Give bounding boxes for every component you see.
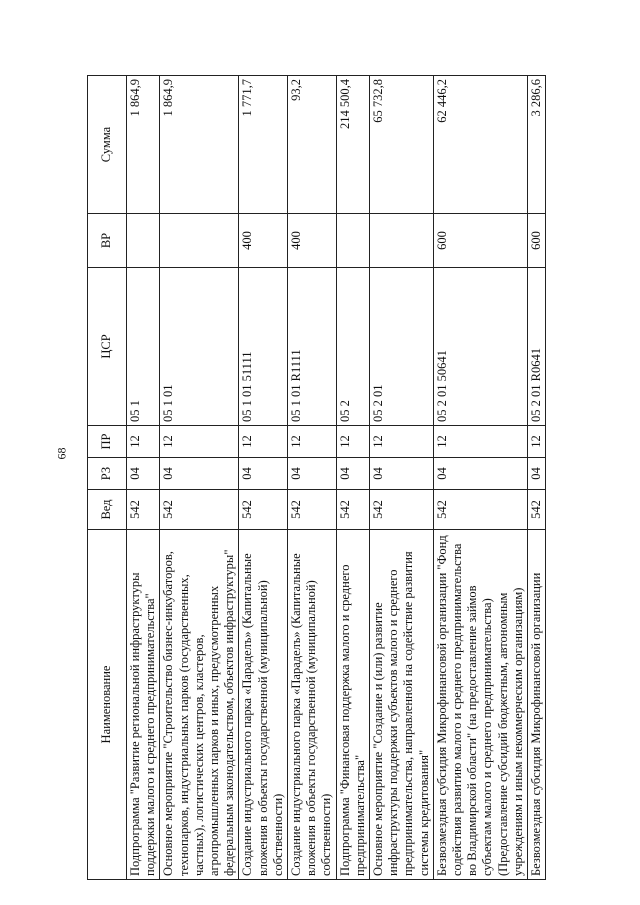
row-pr: 12 <box>127 426 160 458</box>
table-header-row <box>88 76 127 880</box>
table-row <box>370 76 434 880</box>
row-ved: 542 <box>239 490 288 530</box>
row-vr: 400 <box>239 214 288 268</box>
row-sum: 3 286,6 <box>528 76 546 214</box>
row-name: Подпрограмма "Развитие региональной инфраструктуры поддержки малого и среднего предпринимательства" <box>127 530 160 880</box>
header-ved: Вед <box>88 490 127 530</box>
row-vr <box>370 214 434 268</box>
row-rz: 04 <box>239 458 288 490</box>
row-ved: 542 <box>127 490 160 530</box>
row-vr <box>160 214 239 268</box>
row-sum: 93,2 <box>288 76 337 214</box>
row-rz: 04 <box>336 458 369 490</box>
row-sum: 65 732,8 <box>370 76 434 214</box>
row-csr: 05 2 01 50641 <box>433 268 527 426</box>
header-sum: Сумма <box>88 76 127 214</box>
row-vr: 600 <box>433 214 527 268</box>
row-rz: 04 <box>160 458 239 490</box>
row-name: Безвозмездная субсидия Микрофинансовой организации <box>528 530 546 880</box>
row-pr: 12 <box>160 426 239 458</box>
table-row <box>127 76 160 880</box>
row-csr: 05 1 01 <box>160 268 239 426</box>
header-vr: ВР <box>88 214 127 268</box>
row-vr: 400 <box>288 214 337 268</box>
row-pr: 12 <box>528 426 546 458</box>
row-csr: 05 2 <box>336 268 369 426</box>
row-csr: 05 1 01 51111 <box>239 268 288 426</box>
rotated-page <box>87 76 614 880</box>
row-csr: 05 2 01 R0641 <box>528 268 546 426</box>
row-pr: 12 <box>433 426 527 458</box>
row-pr: 12 <box>370 426 434 458</box>
table-row <box>433 76 527 880</box>
budget-table <box>87 75 546 880</box>
row-ved: 542 <box>433 490 527 530</box>
page-number: 68 <box>54 447 69 460</box>
row-vr <box>336 214 369 268</box>
row-vr <box>127 214 160 268</box>
row-csr: 05 2 01 <box>370 268 434 426</box>
header-rz: РЗ <box>88 458 127 490</box>
row-rz: 04 <box>528 458 546 490</box>
table-row <box>336 76 369 880</box>
row-pr: 12 <box>288 426 337 458</box>
row-sum: 62 446,2 <box>433 76 527 214</box>
row-name: Основное мероприятие "Создание и (или) развитие инфраструктуры поддержки субъектов малого и среднего предпринимательства, направленной на содействие развития системы кредитования" <box>370 530 434 880</box>
row-sum: 1 864,9 <box>127 76 160 214</box>
table-row <box>239 76 288 880</box>
row-ved: 542 <box>336 490 369 530</box>
table-row <box>160 76 239 880</box>
row-rz: 04 <box>288 458 337 490</box>
row-name: Безвозмездная субсидия Микрофинансовой организации "Фонд содействия развитию малого и среднего предпринимательства во Владимирской области" (на предоставление займов субъектам малого и среднего предпринимательства) (Предоставление субсидий бюджетным, автономным учреждениям и иным некоммерческим организациям) <box>433 530 527 880</box>
row-rz: 04 <box>127 458 160 490</box>
row-name: Создание индустриального парка «Параделъ» (Капитальные вложения в объекты государственной (муниципальной) собственности) <box>288 530 337 880</box>
row-name: Создание индустриального парка «Параделъ» (Капитальные вложения в объекты государственной (муниципальной) собственности) <box>239 530 288 880</box>
header-name: Наименование <box>88 530 127 880</box>
table-row <box>528 76 546 880</box>
row-pr: 12 <box>239 426 288 458</box>
row-rz: 04 <box>370 458 434 490</box>
header-csr: ЦСР <box>88 268 127 426</box>
row-ved: 542 <box>528 490 546 530</box>
row-sum: 1 864,9 <box>160 76 239 214</box>
header-pr: ПР <box>88 426 127 458</box>
row-pr: 12 <box>336 426 369 458</box>
row-name: Основное мероприятие "Строительство бизнес-инкубаторов, технопарков, индустриальных парков (государственных, частных), логистических центров, кластеров, агропромышленных парков и иных, предусмотренных федеральным законодательством, объектов инфраструктуры" <box>160 530 239 880</box>
row-name: Подпрограмма "Финансовая поддержка малого и среднего предпринимательства" <box>336 530 369 880</box>
row-ved: 542 <box>370 490 434 530</box>
row-vr: 600 <box>528 214 546 268</box>
row-sum: 214 500,4 <box>336 76 369 214</box>
row-csr: 05 1 01 R1111 <box>288 268 337 426</box>
row-sum: 1 771,7 <box>239 76 288 214</box>
row-csr: 05 1 <box>127 268 160 426</box>
row-ved: 542 <box>288 490 337 530</box>
table-row <box>288 76 337 880</box>
row-ved: 542 <box>160 490 239 530</box>
row-rz: 04 <box>433 458 527 490</box>
